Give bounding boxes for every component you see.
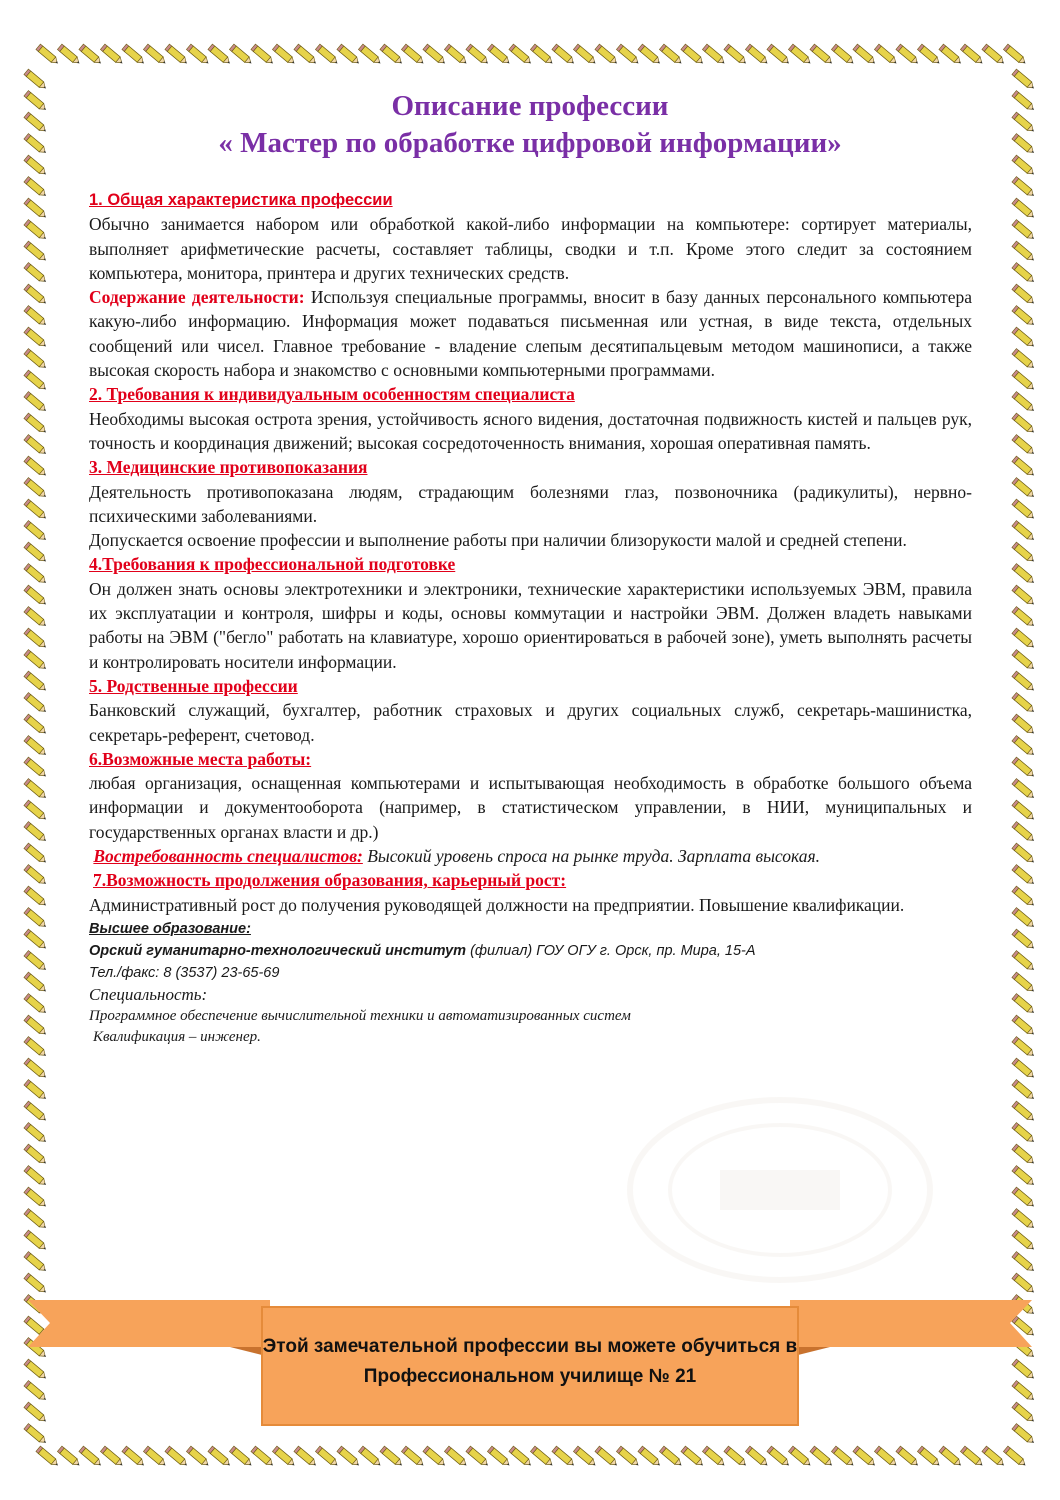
pencil-icon — [24, 886, 48, 908]
pencil-icon — [24, 1101, 48, 1123]
pencil-icon — [24, 284, 48, 306]
pencil-icon — [100, 44, 124, 66]
pencil-icon — [896, 44, 920, 66]
pencil-icon — [1012, 306, 1036, 328]
pencil-icon — [24, 69, 48, 91]
section-2-heading: 2. Требования к индивидуальным особенностям специалиста — [89, 384, 575, 405]
pencil-icon — [186, 1446, 210, 1468]
pencil-icon — [24, 1252, 48, 1274]
pencil-icon — [1012, 628, 1036, 650]
pencil-icon — [1012, 972, 1036, 994]
pencil-icon — [24, 370, 48, 392]
pencil-icon — [229, 44, 253, 66]
pencil-icon — [724, 44, 748, 66]
pencil-icon — [681, 44, 705, 66]
section-2-text: Необходимы высокая острота зрения, устойчивость ясного видения, достаточная подвижность кистей и пальцев рук, точность и координация движений; высокая сосредоточенность внимания, хорошая оперативная память. — [89, 408, 972, 453]
pencil-icon — [509, 44, 533, 66]
pencil-icon — [24, 628, 48, 650]
section-3-text-2: Допускается освоение профессии и выполнение работы при наличии близорукости малой и средней степени. — [89, 530, 907, 551]
pencil-icon — [788, 1446, 812, 1468]
pencil-icon — [831, 44, 855, 66]
pencil-icon — [1003, 44, 1027, 66]
pencil-icon — [616, 1446, 640, 1468]
pencil-icon — [1012, 650, 1036, 672]
title-line-1: Описание профессии — [391, 90, 669, 122]
pencil-icon — [24, 650, 48, 672]
pencil-icon — [24, 1187, 48, 1209]
pencil-icon — [853, 1446, 877, 1468]
pencil-icon — [24, 91, 48, 113]
pencil-icon — [272, 1446, 296, 1468]
pencil-icon — [208, 44, 232, 66]
pencil-icon — [24, 564, 48, 586]
pencil-icon — [24, 198, 48, 220]
specialty-value: Программное обеспечение вычислительной техники и автоматизированных систем — [89, 1007, 631, 1024]
pencil-icon — [143, 1446, 167, 1468]
pencil-icon — [79, 44, 103, 66]
pencil-icon — [24, 1144, 48, 1166]
pencil-icon — [57, 44, 81, 66]
pencil-icon — [1012, 327, 1036, 349]
pencil-icon — [1012, 585, 1036, 607]
pencil-icon — [358, 44, 382, 66]
pencil-icon — [960, 1446, 984, 1468]
pencil-icon — [917, 1446, 941, 1468]
pencil-icon — [1012, 435, 1036, 457]
pencil-icon — [1012, 1230, 1036, 1252]
pencil-icon — [24, 607, 48, 629]
pencil-icon — [1012, 69, 1036, 91]
section-7-heading: 7.Возможность продолжения образования, карьерный рост: — [93, 870, 567, 891]
demand-label: Востребованность специалистов: — [93, 846, 363, 867]
pencil-icon — [810, 44, 834, 66]
pencil-icon — [466, 1446, 490, 1468]
demand-text: Высокий уровень спроса на рынке труда. Зарплата высокая. — [362, 846, 821, 867]
section-4-text: Он должен знать основы электротехники и электроники, технические характеристики используемых ЭВМ, правила их эксплуатации и контроля, шифры и коды, основы коммутации и настройки ЭВМ. Должен владеть навыками работы на ЭВМ ("бегло" работать на клавиатуре, хорошо ориентироваться в рабочей зоне), уметь выполнять расчеты и контролировать носители информации. — [89, 578, 972, 672]
pencil-icon — [702, 1446, 726, 1468]
pencil-icon — [251, 44, 275, 66]
pencil-icon — [24, 327, 48, 349]
pencil-icon — [552, 44, 576, 66]
pencil-icon — [1012, 1209, 1036, 1231]
banner-text — [262, 1332, 798, 1392]
pencil-icon — [36, 1446, 60, 1468]
pencil-icon — [1012, 241, 1036, 263]
pencil-icon — [1012, 843, 1036, 865]
pencil-icon — [487, 1446, 511, 1468]
pencil-icon — [24, 1209, 48, 1231]
pencil-icon — [358, 1446, 382, 1468]
pencil-icon — [24, 779, 48, 801]
section-7-text: Административный рост до получения руководящей должности на предприятии. Повышение квалификации. — [89, 894, 905, 915]
specialty-label: Специальность: — [89, 984, 208, 1004]
pencil-icon — [36, 44, 60, 66]
pencil-icon — [1012, 198, 1036, 220]
activity-text: Используя специальные программы, вносит в базу данных персонального компьютера какую-либо информацию. Информация может подаваться письменная или устная, в виде текста, отдельных сообщений или чисел. Главное требование - владение слепым десятипальцевым методом машинописи, а также высокая скорость набора и знакомство с основными компьютерными программами. — [89, 287, 972, 381]
pencil-icon — [896, 1446, 920, 1468]
pencil-icon — [24, 714, 48, 736]
pencil-icon — [767, 1446, 791, 1468]
pencil-icon — [24, 908, 48, 930]
pencil-icon — [982, 1446, 1006, 1468]
pencil-icon — [24, 112, 48, 134]
pencil-icon — [24, 521, 48, 543]
pencil-icon — [509, 1446, 533, 1468]
pencil-icon — [1012, 499, 1036, 521]
pencil-icon — [1012, 521, 1036, 543]
pencil-icon — [702, 44, 726, 66]
pencil-icon — [1012, 220, 1036, 242]
main-content — [89, 188, 972, 1048]
pencil-icon — [1012, 886, 1036, 908]
pencil-icon — [401, 44, 425, 66]
pencil-icon — [24, 693, 48, 715]
pencil-icon — [487, 44, 511, 66]
pencil-icon — [401, 1446, 425, 1468]
pencil-icon — [122, 44, 146, 66]
pencil-icon — [1012, 177, 1036, 199]
section-6-heading: 6.Возможные места работы: — [89, 748, 312, 769]
pencil-icon — [24, 155, 48, 177]
pencil-icon — [1012, 1166, 1036, 1188]
pencil-icon — [1012, 542, 1036, 564]
pencil-icon — [1012, 994, 1036, 1016]
pencil-icon — [1012, 284, 1036, 306]
pencil-icon — [1012, 714, 1036, 736]
pencil-icon — [552, 1446, 576, 1468]
pencil-icon — [1012, 263, 1036, 285]
pencil-icon — [1012, 134, 1036, 156]
pencil-icon — [24, 585, 48, 607]
section-3-text-1: Деятельность противопоказана людям, страдающим болезнями глаз, позвоночника (радикулиты), нервно-психическими заболеваниями. — [89, 481, 972, 526]
pencil-icon — [24, 456, 48, 478]
pencil-icon — [294, 1446, 318, 1468]
pencil-icon — [745, 1446, 769, 1468]
pencil-icon — [1012, 370, 1036, 392]
pencil-icon — [24, 478, 48, 500]
pencil-icon — [616, 44, 640, 66]
pencil-icon — [165, 44, 189, 66]
pencil-icon — [24, 736, 48, 758]
pencil-icon — [294, 44, 318, 66]
pencil-icon — [24, 1230, 48, 1252]
education-phone: Тел./факс: 8 (3537) 23-65-69 — [89, 964, 280, 981]
pencil-icon — [917, 44, 941, 66]
pencil-icon — [853, 44, 877, 66]
pencil-icon — [423, 44, 447, 66]
section-5-heading: 5. Родственные профессии — [89, 675, 298, 696]
pencil-icon — [1012, 1080, 1036, 1102]
pencil-icon — [79, 1446, 103, 1468]
pencil-icon — [788, 44, 812, 66]
pencil-icon — [1012, 951, 1036, 973]
pencil-icon — [681, 1446, 705, 1468]
education-label: Высшее образование: — [89, 920, 251, 937]
pencil-icon — [24, 865, 48, 887]
pencil-icon — [24, 413, 48, 435]
pencil-icon — [1012, 1101, 1036, 1123]
institute-address: (филиал) ГОУ ОГУ г. Орск, пр. Мира, 15-А — [466, 942, 756, 959]
pencil-icon — [24, 499, 48, 521]
pencil-icon — [24, 241, 48, 263]
watermark-emblem — [620, 1090, 940, 1290]
pencil-icon — [724, 1446, 748, 1468]
qualification: Квалификация – инженер. — [93, 1028, 261, 1045]
pencil-icon — [251, 1446, 275, 1468]
pencil-icon — [24, 1015, 48, 1037]
banner-line-2: Профессиональном училище № 21 — [363, 1366, 697, 1387]
pencil-icon — [24, 306, 48, 328]
pencil-icon — [1012, 757, 1036, 779]
pencil-icon — [745, 44, 769, 66]
pencil-icon — [1012, 929, 1036, 951]
pencil-icon — [24, 1058, 48, 1080]
pencil-icon — [874, 44, 898, 66]
pencil-icon — [229, 1446, 253, 1468]
pencil-icon — [423, 1446, 447, 1468]
pencil-icon — [444, 1446, 468, 1468]
section-1-heading: 1. Общая характеристика профессии — [89, 191, 393, 209]
pencil-icon — [1012, 392, 1036, 414]
pencil-icon — [939, 44, 963, 66]
section-4-heading: 4.Требования к профессиональной подготовке — [89, 554, 456, 575]
pencil-icon — [208, 1446, 232, 1468]
pencil-icon — [595, 44, 619, 66]
pencil-icon — [1012, 800, 1036, 822]
pencil-icon — [24, 843, 48, 865]
section-3-heading: 3. Медицинские противопоказания — [89, 457, 368, 478]
section-5-text: Банковский служащий, бухгалтер, работник страховых и других социальных служб, секретарь-машинистка, секретарь-референт, счетовод. — [89, 700, 972, 745]
pencil-icon — [1012, 1058, 1036, 1080]
pencil-icon — [24, 671, 48, 693]
pencil-icon — [1012, 736, 1036, 758]
pencil-icon — [638, 44, 662, 66]
pencil-icon — [337, 1446, 361, 1468]
pencil-icon — [573, 1446, 597, 1468]
pencil-icon — [122, 1446, 146, 1468]
pencil-icon — [1012, 865, 1036, 887]
pencil-icon — [767, 44, 791, 66]
pencil-icon — [24, 134, 48, 156]
pencil-icon — [315, 1446, 339, 1468]
section-1-activity — [89, 285, 972, 382]
pencil-icon — [1012, 155, 1036, 177]
pencil-icon — [1012, 671, 1036, 693]
pencil-icon — [380, 1446, 404, 1468]
pencil-icon — [1012, 779, 1036, 801]
pencil-icon — [638, 1446, 662, 1468]
pencil-icon — [24, 1080, 48, 1102]
pencil-icon — [960, 44, 984, 66]
education-block — [89, 918, 972, 984]
pencil-icon — [874, 1446, 898, 1468]
institute-name: Орский гуманитарно-технологический институт — [89, 942, 467, 959]
pencil-icon — [24, 1123, 48, 1145]
pencil-icon — [1012, 1144, 1036, 1166]
pencil-icon — [810, 1446, 834, 1468]
pencil-icon — [337, 44, 361, 66]
pencil-icon — [1012, 478, 1036, 500]
pencil-icon — [982, 44, 1006, 66]
pencil-icon — [24, 392, 48, 414]
pencil-icon — [1012, 413, 1036, 435]
pencil-icon — [315, 44, 339, 66]
pencil-icon — [24, 951, 48, 973]
pencil-icon — [530, 44, 554, 66]
pencil-icon — [1012, 607, 1036, 629]
banner-line-1: Этой замечательной профессии вы можете обучиться в — [262, 1336, 798, 1357]
pencil-icon — [659, 1446, 683, 1468]
pencil-icon — [1012, 1123, 1036, 1145]
title-line-2: « Мастер по обработке цифровой информации» — [218, 127, 842, 159]
pencil-icon — [444, 44, 468, 66]
pencil-icon — [57, 1446, 81, 1468]
pencil-icon — [24, 1037, 48, 1059]
pencil-icon — [380, 44, 404, 66]
pencil-icon — [24, 220, 48, 242]
pencil-icon — [1012, 822, 1036, 844]
pencil-icon — [100, 1446, 124, 1468]
pencil-icon — [24, 994, 48, 1016]
pencil-icon — [1012, 1252, 1036, 1274]
pencil-icon — [24, 822, 48, 844]
pencil-icon — [1003, 1446, 1027, 1468]
pencil-icon — [530, 1446, 554, 1468]
pencil-icon — [595, 1446, 619, 1468]
pencil-icon — [831, 1446, 855, 1468]
pencil-icon — [24, 177, 48, 199]
pencil-icon — [1012, 349, 1036, 371]
activity-label: Содержание деятельности: — [89, 287, 305, 308]
pencil-icon — [24, 757, 48, 779]
pencil-icon — [24, 542, 48, 564]
pencil-icon — [573, 44, 597, 66]
pencil-icon — [1012, 456, 1036, 478]
pencil-icon — [1012, 112, 1036, 134]
pencil-icon — [272, 44, 296, 66]
pencil-icon — [1012, 1037, 1036, 1059]
pencil-icon — [1012, 908, 1036, 930]
pencil-icon — [24, 972, 48, 994]
pencil-icon — [24, 263, 48, 285]
pencil-icon — [24, 1166, 48, 1188]
pencil-icon — [1012, 693, 1036, 715]
education-institute-line — [89, 940, 972, 962]
pencil-icon — [1012, 564, 1036, 586]
section-6-demand — [89, 844, 972, 868]
pencil-icon — [939, 1446, 963, 1468]
pencil-icon — [1012, 1015, 1036, 1037]
section-1-text: Обычно занимается набором или обработкой какой-либо информации на компьютере: сортирует материалы, выполняет арифметические расчеты, составляет таблицы, сводки и т.п. Кроме этого следит за состоянием компьютера, монитора, принтера и других технических средств. — [89, 214, 972, 283]
pencil-icon — [186, 44, 210, 66]
pencil-icon — [143, 44, 167, 66]
pencil-icon — [24, 435, 48, 457]
section-6-text: любая организация, оснащенная компьютерами и испытывающая необходимость в обработке большого объема информации и документооборота (например, в статистическом управлении, в НИИ, муниципальных и государственных органах власти и др.) — [89, 773, 972, 842]
pencil-icon — [24, 929, 48, 951]
pencil-icon — [24, 349, 48, 371]
page-title — [90, 88, 970, 162]
pencil-icon — [1012, 91, 1036, 113]
pencil-icon — [1012, 1187, 1036, 1209]
pencil-icon — [659, 44, 683, 66]
pencil-icon — [466, 44, 490, 66]
pencil-icon — [24, 800, 48, 822]
pencil-icon — [165, 1446, 189, 1468]
